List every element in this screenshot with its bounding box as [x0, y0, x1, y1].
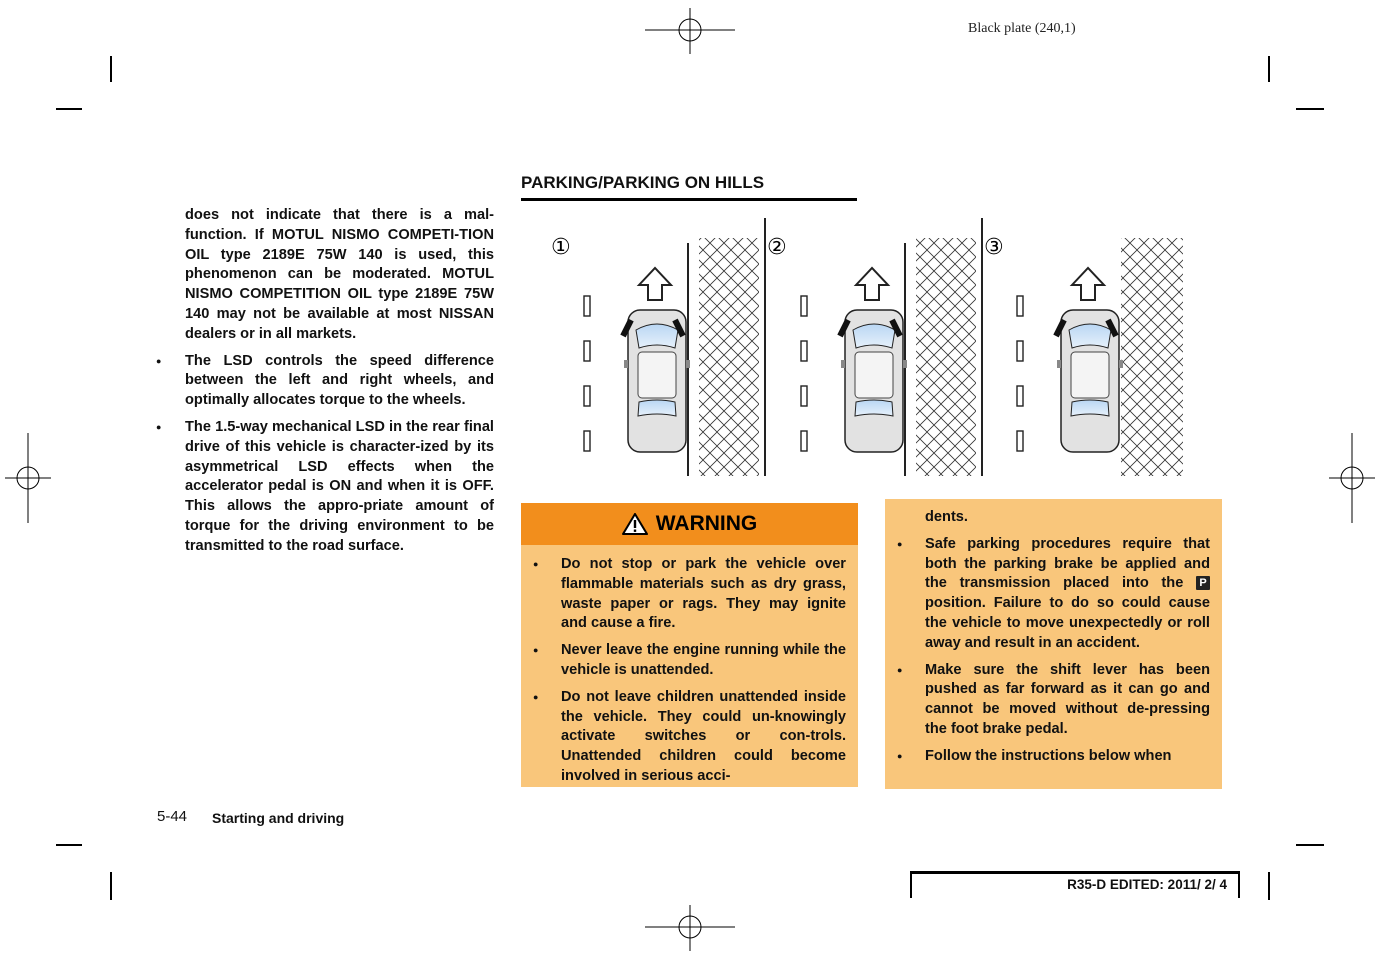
label-3: ③	[984, 235, 1004, 260]
bullet-item: ● The LSD controls the speed difference between the left and right wheels, and optimally allocates torque to the wheels.	[185, 352, 494, 411]
warning-item: ● Never leave the engine running while the vehicle is unattended.	[561, 641, 846, 681]
continued-paragraph: does not indicate that there is a mal-function. If MOTUL NISMO COMPETI-TION OIL type 2189E 75W 140 is used, this phenomenon can be moderated. MOTUL NISMO COMPETITION OIL type 2189E 75W 140 may not be available at most NISSAN dealers or in all markets.	[185, 207, 494, 342]
warning-box	[521, 503, 858, 787]
registration-mark-right	[1329, 433, 1375, 523]
warning-triangle-icon	[622, 513, 648, 535]
footer-section-name: Starting and driving	[212, 810, 345, 826]
bullet-item: ● The 1.5-way mechanical LSD in the rear final drive of this vehicle is character-ized by its asymmetrical LSD effects when the accelerator pedal is ON and when it is OFF. This allows the appro-priate amount of torque for the driving environment to be transmitted to the road surface.	[185, 418, 494, 557]
warning-title: WARNING	[655, 512, 758, 535]
warning-continued-text: dents.	[925, 509, 968, 525]
registration-mark-bottom	[645, 905, 735, 951]
warning-item: ● Follow the instructions below when	[925, 747, 1210, 767]
registration-mark-top	[645, 8, 735, 54]
page-number: 5-44	[157, 808, 188, 825]
parking-illustration	[521, 208, 1221, 488]
registration-mark-left	[5, 433, 51, 523]
warning-item: ● Do not stop or park the vehicle over flammable materials such as dry grass, waste paper or rags. They may ignite and cause a fire.	[561, 555, 846, 634]
warning-item: ● Make sure the shift lever has been pushed as far forward as it can go and cannot be moved without de-pressing the foot brake pedal.	[925, 661, 1210, 740]
section-title: PARKING/PARKING ON HILLS	[521, 173, 857, 201]
edit-stamp-box	[910, 871, 1240, 898]
scene-2	[767, 235, 976, 476]
warning-item	[925, 535, 1210, 654]
label-2: ②	[767, 235, 787, 260]
left-column	[185, 206, 494, 564]
warning-list	[521, 545, 858, 787]
scene-3	[984, 235, 1183, 476]
bullet-list	[185, 352, 494, 557]
plate-label: Black plate (240,1)	[968, 21, 1076, 36]
warning-item-text: position. Failure to do so could cause the vehicle to move unexpectedly or roll away and result in an accident.	[925, 595, 1210, 651]
warning-item-text: Safe parking procedures require that both the parking brake be applied and the transmission placed into the	[925, 535, 1210, 592]
park-p-icon: P	[1196, 576, 1210, 590]
warning-item: ● Do not leave children unattended inside the vehicle. They could un-knowingly activate switches or con-trols. Unattended children could become involved in serious acci-	[561, 688, 846, 787]
edit-stamp: R35-D EDITED: 2011/ 2/ 4	[1067, 877, 1227, 892]
warning-box-continued	[885, 499, 1222, 789]
warning-header	[521, 503, 858, 545]
scene-1	[551, 235, 759, 476]
label-1: ①	[551, 235, 571, 260]
warning-list-continued	[885, 535, 1222, 767]
